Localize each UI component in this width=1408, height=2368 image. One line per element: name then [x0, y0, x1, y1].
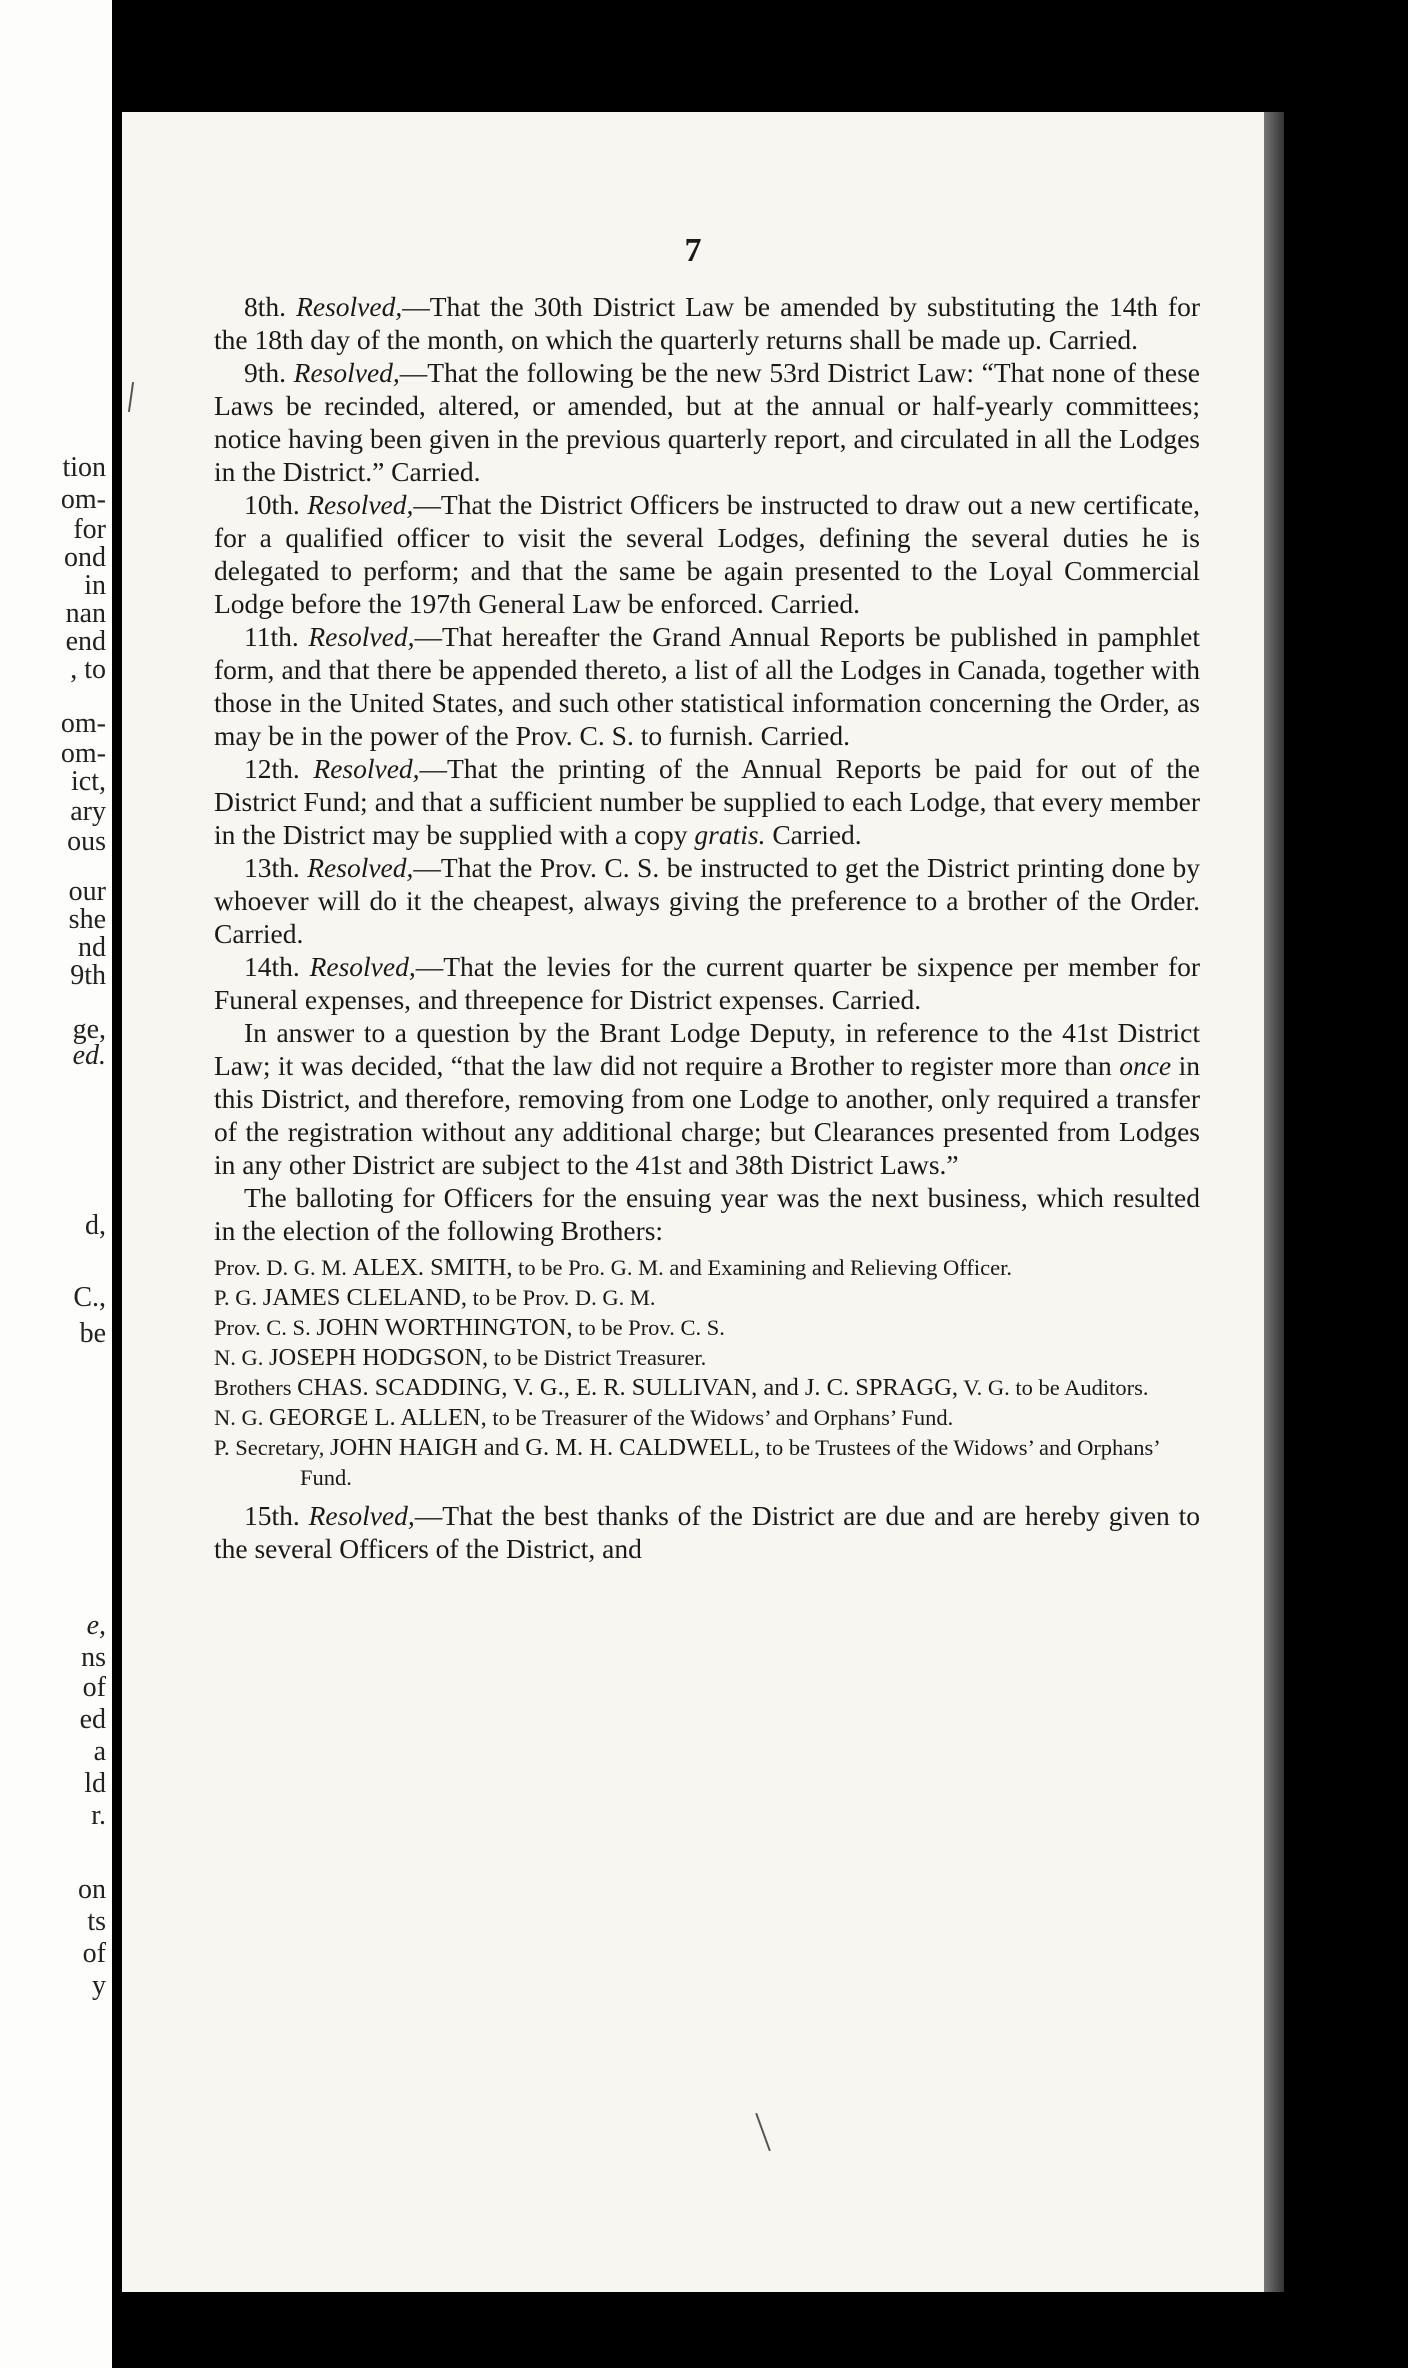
margin-fragment: on: [78, 1874, 106, 1905]
officer-name: JOHN WORTHINGTON,: [316, 1314, 573, 1341]
officer-title: Prov. C. S.: [214, 1315, 311, 1340]
officer-name: JOHN HAIGH and G. M. H. CALDWELL,: [330, 1434, 761, 1461]
resolution-number: 15th.: [244, 1500, 300, 1531]
resolved-label: Resolved,: [296, 291, 403, 322]
answer-paragraph: [214, 1016, 1200, 1181]
resolution-text: —That the levies for the current quarter be sixpence per member for Funeral expenses, and threepence for District expenses. Carried.: [214, 951, 1201, 1015]
resolution-paragraph: [214, 290, 1200, 356]
margin-fragment: 9th: [70, 960, 106, 991]
officer-entry: [214, 1313, 1200, 1343]
officer-title: N. G.: [214, 1405, 264, 1430]
officer-name: ALEX. SMITH,: [352, 1254, 513, 1281]
resolution-text: —That the printing of the Annual Reports be paid for out of the District Fund; and that a sufficient number be supplied to each Lodge, that every member in the District may be supplied with a copy: [214, 753, 1201, 850]
page-edge: [1264, 112, 1284, 2292]
margin-fragment: in: [84, 570, 106, 601]
margin-fragment: for: [73, 514, 106, 545]
margin-fragment: ge,: [72, 1014, 106, 1045]
officer-name: JAMES CLELAND,: [262, 1284, 467, 1311]
margin-fragment: ict,: [71, 766, 106, 797]
officer-title: N. G.: [214, 1345, 264, 1370]
resolution-paragraph: [214, 488, 1200, 620]
resolved-label: Resolved,: [309, 951, 416, 982]
officer-name: JOSEPH HODGSON,: [269, 1344, 489, 1371]
resolution-tail: Carried.: [765, 819, 862, 850]
margin-fragment: ous: [67, 826, 106, 857]
officer-role: to be Treasurer of the Widows’ and Orphans’ Fund.: [492, 1405, 954, 1430]
page-number: 7: [684, 232, 702, 269]
officer-role: to be Prov. D. G. M.: [472, 1285, 656, 1310]
officer-name: GEORGE L. ALLEN,: [269, 1404, 487, 1431]
resolved-label: Resolved,: [308, 1500, 415, 1531]
answer-text-after: in this District, and therefore, removing from one Lodge to another, only required a transfer of the registration without any additional charge; but Clearances presented from Lodges in any other District are subject to the 41st and 38th District Laws.”: [214, 1050, 1200, 1180]
resolution-paragraph: [214, 356, 1200, 488]
resolution-number: 13th.: [244, 852, 300, 883]
resolution-paragraph: [214, 950, 1200, 1016]
margin-fragment: , to: [70, 654, 106, 685]
margin-fragment: be: [79, 1318, 106, 1349]
margin-fragment: om-: [60, 738, 106, 769]
margin-fragment: nd: [78, 932, 106, 963]
resolved-label: Resolved,: [307, 489, 414, 520]
officer-list: [214, 1253, 1200, 1493]
margin-fragment: of: [82, 1938, 106, 1969]
officer-role: to be District Treasurer.: [493, 1345, 707, 1370]
margin-fragment: e,: [86, 1610, 106, 1641]
officer-role: to be Prov. C. S.: [578, 1315, 725, 1340]
margin-fragment: ns: [81, 1642, 106, 1673]
italic-word: gratis.: [694, 819, 766, 850]
officer-title: Brothers: [214, 1375, 292, 1400]
resolved-label: Resolved,: [307, 852, 414, 883]
resolution-text: —That the District Officers be instructed to draw out a new certificate, for a qualified officer to visit the several Lodges, defining the several duties he is delegated to perform; and that the same be again presented to the Loyal Commercial Lodge before the 197th General Law be enforced. Carried.: [214, 489, 1200, 619]
margin-fragment: ed: [79, 1704, 106, 1735]
resolution-number: 10th.: [244, 489, 300, 520]
margin-fragment: nan: [65, 598, 106, 629]
officer-title: Prov. D. G. M.: [214, 1255, 347, 1280]
resolved-label: Resolved,: [308, 621, 415, 652]
margin-fragment: end: [65, 626, 106, 657]
balloting-paragraph: The balloting for Officers for the ensuing year was the next business, which resulted in the election of the following Brothers:: [214, 1182, 1200, 1246]
margin-fragment: C.,: [73, 1282, 106, 1313]
resolution-number: 11th.: [244, 621, 299, 652]
margin-fragment: ed.: [72, 1040, 106, 1071]
resolution-paragraph: [214, 1499, 1200, 1565]
margin-fragment: a: [93, 1736, 106, 1767]
officer-title: P. G.: [214, 1285, 258, 1310]
resolution-text: —That the best thanks of the District are due and are hereby given to the several Officers of the District, and: [214, 1500, 1201, 1564]
margin-fragment: om-: [60, 708, 106, 739]
officer-entry: [214, 1433, 1200, 1493]
officer-role: to be Pro. G. M. and Examining and Relieving Officer.: [518, 1255, 1012, 1280]
officer-role: to be Trustees of the Widows’ and Orphans’ Fund.: [300, 1435, 1160, 1490]
margin-fragment: she: [68, 904, 106, 935]
officer-role: V. G. to be Auditors.: [963, 1375, 1149, 1400]
officer-entry: [214, 1283, 1200, 1313]
resolution-paragraph: [214, 752, 1200, 851]
resolution-number: 8th.: [244, 291, 287, 322]
resolved-label: Resolved,: [313, 753, 420, 784]
officer-title: P. Secretary,: [214, 1435, 325, 1460]
officer-entry: [214, 1403, 1200, 1433]
officer-name: CHAS. SCADDING, V. G., E. R. SULLIVAN, and J. C. SPRAGG,: [297, 1374, 959, 1401]
adjacent-page-margin: [0, 0, 112, 2368]
margin-fragment: our: [68, 876, 106, 907]
margin-fragment: d,: [85, 1210, 106, 1241]
book-gutter: [112, 0, 122, 2368]
margin-fragment: ts: [87, 1906, 106, 1937]
margin-fragment: y: [92, 1970, 106, 2001]
margin-fragment: ary: [70, 796, 106, 827]
margin-fragment: r.: [91, 1800, 106, 1831]
officer-entry: [214, 1253, 1200, 1283]
margin-fragment: of: [82, 1672, 106, 1703]
italic-word: once: [1119, 1050, 1172, 1081]
answer-text-before: In answer to a question by the Brant Lodge Deputy, in reference to the 41st District Law; it was decided, “that the law did not require a Brother to register more than: [214, 1017, 1200, 1081]
margin-fragment: ond: [64, 542, 106, 573]
resolution-paragraph: [214, 851, 1200, 950]
resolution-text: —That the 30th District Law be amended by substituting the 14th for the 18th day of the month, on which the quarterly returns shall be made up. Carried.: [214, 291, 1200, 355]
page-content: [122, 0, 1264, 2368]
margin-fragment: ld: [84, 1768, 106, 1799]
resolution-text: —That hereafter the Grand Annual Reports be published in pamphlet form, and that there be appended thereto, a list of all the Lodges in Canada, together with those in the United States, and such other statistical information concerning the Order, as may be in the power of the Prov. C. S. to furnish. Carried.: [214, 621, 1200, 751]
resolution-number: 12th.: [244, 753, 300, 784]
resolved-label: Resolved,: [293, 357, 400, 388]
resolution-number: 9th.: [244, 357, 287, 388]
officer-entry: [214, 1343, 1200, 1373]
resolution-number: 14th.: [244, 951, 300, 982]
body-text: [214, 290, 1200, 1565]
margin-fragment: tion: [62, 452, 106, 483]
resolution-paragraph: [214, 620, 1200, 752]
margin-fragment: om-: [60, 484, 106, 515]
resolution-text: —That the following be the new 53rd District Law: “That none of these Laws be recinded, altered, or amended, but at the annual or half-yearly committees; notice having been given in the previous quarterly report, and circulated in all the Lodges in the District.” Carried.: [214, 357, 1201, 487]
resolution-text: —That the Prov. C. S. be instructed to get the District printing done by whoever will do it the cheapest, always giving the preference to a brother of the Order. Carried.: [214, 852, 1201, 949]
officer-entry: [214, 1373, 1200, 1403]
